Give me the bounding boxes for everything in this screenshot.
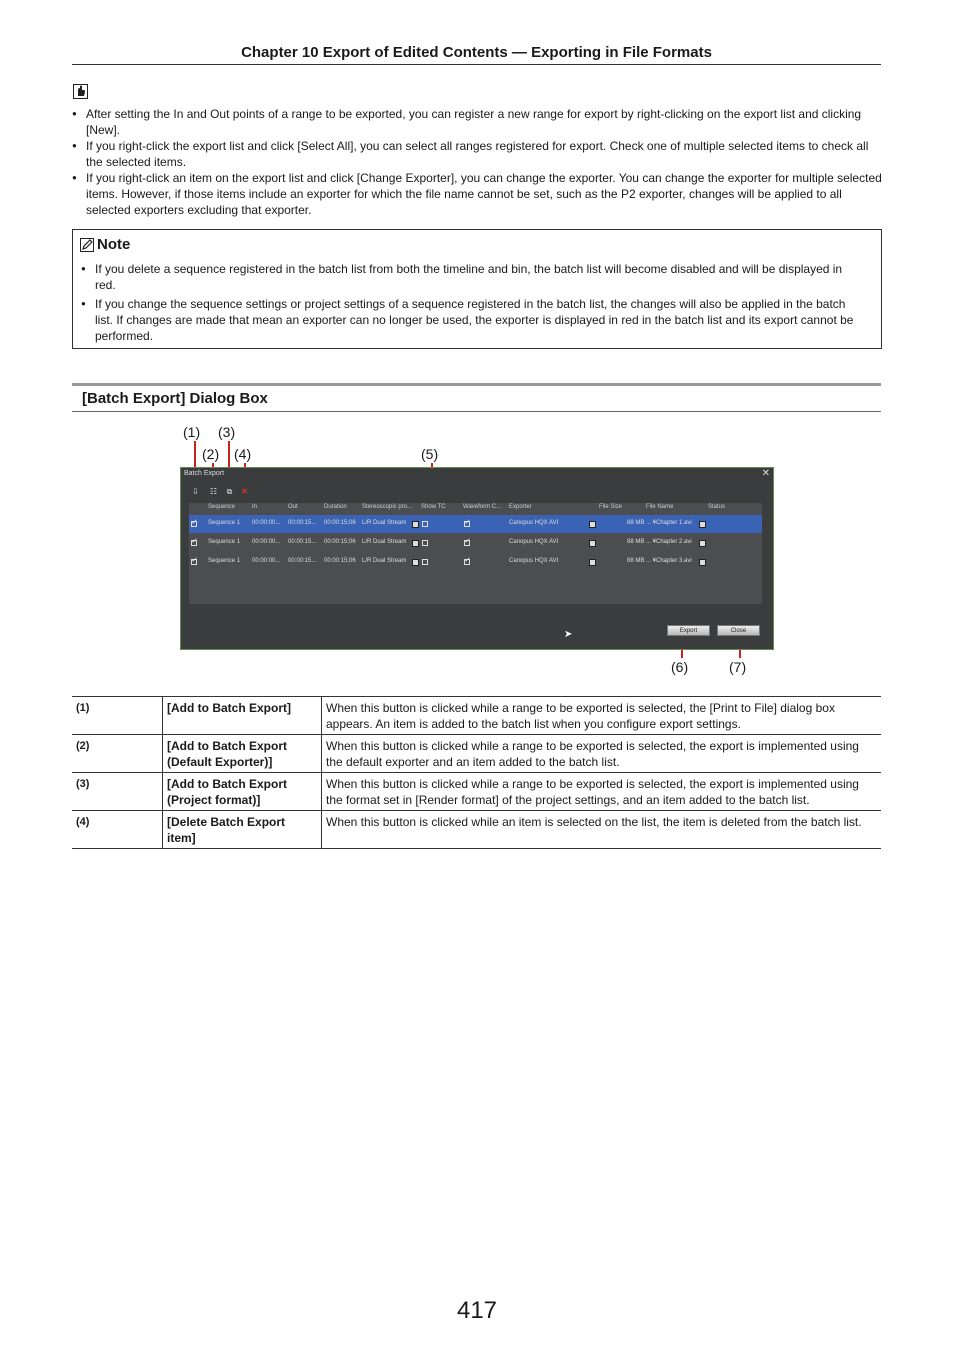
row-stereo: L/R Dual Stream [362, 539, 407, 545]
show-tc-checkbox[interactable] [422, 540, 428, 546]
tip-item: ● After setting the In and Out points of a range to be exported, you can register a new range for export by right-clicking on the export list and clicking [New]. [72, 106, 882, 138]
row-sequence: Sequence 1 [208, 558, 241, 564]
note-title: Note [97, 236, 131, 253]
note-pencil-icon [80, 238, 94, 252]
exporter-settings-icon[interactable] [589, 559, 596, 566]
col-file-name: File Name [646, 504, 674, 510]
row-exporter: Canopus HQX AVI [509, 539, 559, 545]
row-exporter: Canopus HQX AVI [509, 520, 559, 526]
exporter-settings-icon[interactable] [589, 521, 596, 528]
file-browse-icon[interactable] [699, 540, 706, 547]
close-icon[interactable]: ✕ [761, 468, 770, 479]
batch-export-dialog [180, 467, 774, 650]
file-browse-icon[interactable] [699, 521, 706, 528]
table-row [72, 735, 881, 773]
table-row [72, 811, 881, 849]
row-description: When this button is clicked while a range to be exported is selected, the export is implemented using the format set in [Render format] of the project settings, and an item added to the batch list. [322, 773, 882, 811]
waveform-checkbox[interactable] [464, 559, 470, 565]
row-duration: 00:00:15;06 [324, 558, 356, 564]
add-project-format-icon[interactable]: ⧉ [226, 487, 233, 496]
row-sequence: Sequence 1 [208, 520, 241, 526]
row-file-name: 88 MB ... ¥Chapter 2.avi [627, 539, 692, 545]
col-file-size: File Size [599, 504, 623, 510]
note-box [72, 229, 882, 349]
hint-icon [73, 84, 88, 99]
waveform-checkbox[interactable] [464, 521, 470, 527]
row-out: 00:00:15... [288, 539, 317, 545]
chapter-header: Chapter 10 Export of Edited Contents — Exporting in File Formats [72, 44, 881, 65]
row-description: When this button is clicked while a range to be exported is selected, the [Print to File] dialog box appears. An item is added to the batch list when you configure export settings. [322, 697, 882, 735]
row-checkbox[interactable] [191, 521, 197, 527]
row-duration: 00:00:15;06 [324, 520, 356, 526]
file-browse-icon[interactable] [699, 559, 706, 566]
table-row [72, 773, 881, 811]
section-rule [72, 383, 881, 386]
row-checkbox[interactable] [191, 559, 197, 565]
row-name: [Add to Batch Export] [163, 697, 322, 735]
row-description: When this button is clicked while an item is selected on the list, the item is deleted from the batch list. [322, 811, 882, 849]
row-stereo: L/R Dual Stream [362, 520, 407, 526]
note-item: ● If you delete a sequence registered in the batch list from both the timeline and bin, the batch list will become disabled and will be displayed in red. [81, 261, 861, 293]
col-sequence: Sequence [208, 504, 236, 510]
dropdown-icon[interactable] [412, 521, 419, 528]
callout-6: (6) [671, 659, 689, 675]
callout-7: (7) [729, 659, 747, 675]
col-in: In [252, 504, 258, 510]
callout-2: (2) [202, 446, 220, 462]
row-in: 00:00:00... [252, 558, 281, 564]
row-sequence: Sequence 1 [208, 539, 241, 545]
row-in: 00:00:00... [252, 520, 281, 526]
row-number: (1) [72, 697, 163, 735]
tip-item: ● If you right-click the export list and click [Select All], you can select all ranges registered for export. Check one of multiple selected items to check all the selected items. [72, 138, 882, 170]
dialog-title: Batch Export [184, 470, 225, 477]
callout-1: (1) [183, 424, 201, 440]
close-button[interactable]: Close [717, 625, 760, 636]
row-in: 00:00:00... [252, 539, 281, 545]
delete-batch-item-icon[interactable]: ✕ [241, 487, 248, 496]
add-default-exporter-icon[interactable]: ☷ [209, 487, 218, 496]
batch-row[interactable] [189, 553, 762, 571]
row-out: 00:00:15... [288, 520, 317, 526]
col-stereo: Stereoscopic pro... [362, 504, 413, 510]
row-file-name: 88 MB ... ¥Chapter 3.avi [627, 558, 692, 564]
show-tc-checkbox[interactable] [422, 521, 428, 527]
section-title: [Batch Export] Dialog Box [72, 390, 881, 412]
callout-4: (4) [234, 446, 252, 462]
table-row [72, 697, 881, 735]
row-number: (3) [72, 773, 163, 811]
batch-row[interactable] [189, 515, 762, 533]
row-duration: 00:00:15;06 [324, 539, 356, 545]
show-tc-checkbox[interactable] [422, 559, 428, 565]
row-name: [Add to Batch Export (Project format)] [163, 773, 322, 811]
mouse-cursor-icon: ➤ [564, 629, 573, 640]
col-show-tc: Show TC [421, 504, 446, 510]
batch-row[interactable] [189, 534, 762, 552]
callout-5: (5) [421, 446, 439, 462]
row-number: (2) [72, 735, 163, 773]
tips-list [72, 106, 882, 218]
export-button[interactable]: Export [667, 625, 710, 636]
list-header [189, 503, 762, 513]
waveform-checkbox[interactable] [464, 540, 470, 546]
exporter-settings-icon[interactable] [589, 540, 596, 547]
col-exporter: Exporter [509, 504, 532, 510]
col-waveform: Waveform C... [463, 504, 502, 510]
batch-list[interactable] [189, 503, 762, 604]
row-description: When this button is clicked while a range to be exported is selected, the export is implemented using the default exporter and an item added to the batch list. [322, 735, 882, 773]
row-name: [Delete Batch Export item] [163, 811, 322, 849]
page-number: 417 [456, 1297, 498, 1324]
note-list [81, 261, 861, 344]
row-checkbox[interactable] [191, 540, 197, 546]
col-status: Status [708, 504, 726, 510]
col-out: Out [288, 504, 298, 510]
note-item: ● If you change the sequence settings or project settings of a sequence registered in the batch list, the changes will also be applied in the batch list. If changes are made that mean an exporter can no longer be used, the exporter is displayed in red in the batch list and its export cannot be performed. [81, 296, 861, 344]
callout-3: (3) [218, 424, 236, 440]
dropdown-icon[interactable] [412, 540, 419, 547]
row-file-name: 88 MB ... ¥Chapter 1.avi [627, 520, 692, 526]
row-exporter: Canopus HQX AVI [509, 558, 559, 564]
dropdown-icon[interactable] [412, 559, 419, 566]
row-out: 00:00:15... [288, 558, 317, 564]
row-name: [Add to Batch Export (Default Exporter)] [163, 735, 322, 773]
note-heading [80, 236, 130, 253]
tip-item: ● If you right-click an item on the export list and click [Change Exporter], you can change the exporter. You can change the exporter for multiple selected items. However, if those items include an exporter for which the file name cannot be set, such as the P2 exporter, changes will be applied to all selected exporters excluding that exporter. [72, 170, 882, 218]
col-duration: Duration [324, 504, 347, 510]
row-stereo: L/R Dual Stream [362, 558, 407, 564]
definitions-table [72, 696, 881, 849]
add-to-batch-export-icon[interactable]: ⇩ [192, 487, 199, 496]
row-number: (4) [72, 811, 163, 849]
